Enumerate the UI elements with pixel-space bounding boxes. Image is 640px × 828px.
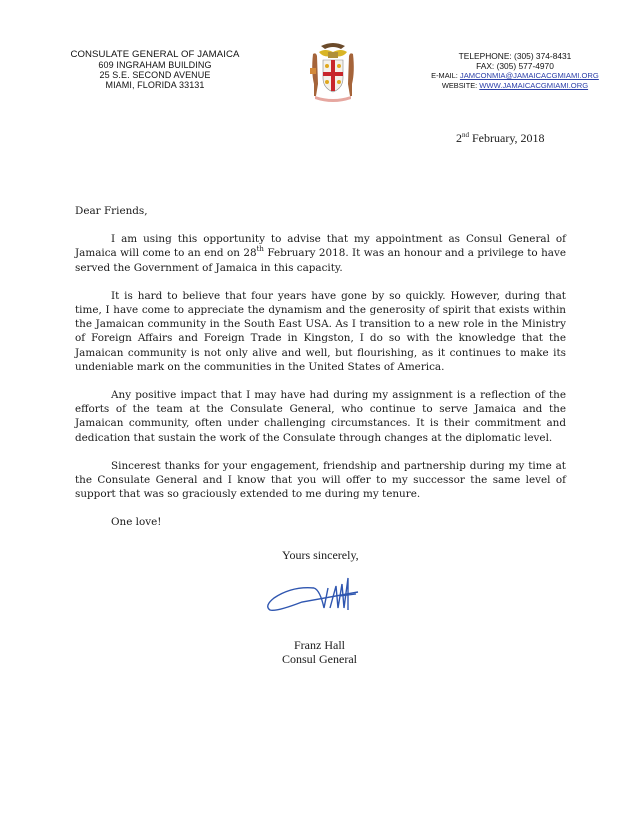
paragraph-1	[75, 232, 566, 275]
date-rest: February, 2018	[469, 131, 545, 145]
signature-icon	[262, 568, 372, 618]
closing: Yours sincerely,	[282, 548, 359, 562]
paragraph-4: Sincerest thanks for your engagement, friendship and partnership during my time at the Consulate General and I know that you will offer to my successor the same level of support that was so graciously extended to me during my tenure.	[75, 459, 566, 501]
email-link[interactable]: JAMCONMIA@JAMAICACGMIAMI.ORG	[459, 71, 599, 80]
fax: FAX: (305) 577-4970	[476, 61, 554, 71]
ordinal-suffix: th	[256, 245, 264, 254]
letter-date	[456, 131, 545, 146]
address-line-1: 609 INGRAHAM BUILDING	[98, 60, 212, 70]
paragraph-3: Any positive impact that I may have had during my assignment is a reflection of the efforts of the team at the Consulate General, who continue to serve Jamaica and the Jamaican community, often under challenging circumstances. It is their commitment and dedication that sustain the work of the Consulate through changes at the diplomatic level.	[75, 389, 566, 444]
website-line	[410, 81, 620, 91]
email-label: E-MAIL:	[431, 71, 460, 80]
email-line	[410, 71, 620, 81]
address-line-2: 25 S.E. SECOND AVENUE	[99, 70, 211, 80]
letter-body	[75, 204, 566, 530]
paragraph-2: It is hard to believe that four years have gone by so quickly. However, during that time, I have come to appreciate the dynamism and the generosity of spirit that exists within the Jamaican community in the South East USA. As I transition to a new role in the Ministry of Foreign Affairs and Foreign Trade in Kingston, I do so with the knowledge that the Jamaican community is not only alive and well, but flourishing, as it continues to make its undeniable mark on the communities in the United States of America.	[75, 289, 566, 373]
org-name: CONSULATE GENERAL OF JAMAICA	[70, 49, 240, 60]
paragraph-5: One love!	[111, 516, 162, 529]
paragraph-1-text-b: February 2018. It was an honour and a privilege to have served the Government of Jamaica in this capacity.	[75, 247, 566, 274]
telephone: TELEPHONE: (305) 374-8431	[458, 51, 572, 61]
salutation: Dear Friends,	[75, 205, 148, 217]
paragraph-1-text-a: I am using this opportunity to advise that my appointment as Consul General of Jamaica will come to an end on 28	[75, 233, 566, 260]
signatory	[282, 638, 357, 666]
date-suffix: nd	[462, 131, 469, 139]
letterhead-left	[40, 50, 270, 90]
website-link[interactable]: WWW.JAMAICACGMIAMI.ORG	[479, 81, 589, 90]
address-line-3: MIAMI, FLORIDA 33131	[105, 80, 205, 90]
letterhead-right	[410, 51, 620, 91]
website-label: WEBSITE:	[441, 81, 480, 90]
coat-of-arms-icon	[307, 38, 359, 106]
signatory-name: Franz Hall	[294, 638, 345, 652]
signatory-title: Consul General	[282, 652, 357, 666]
date-day: 2	[456, 131, 462, 145]
